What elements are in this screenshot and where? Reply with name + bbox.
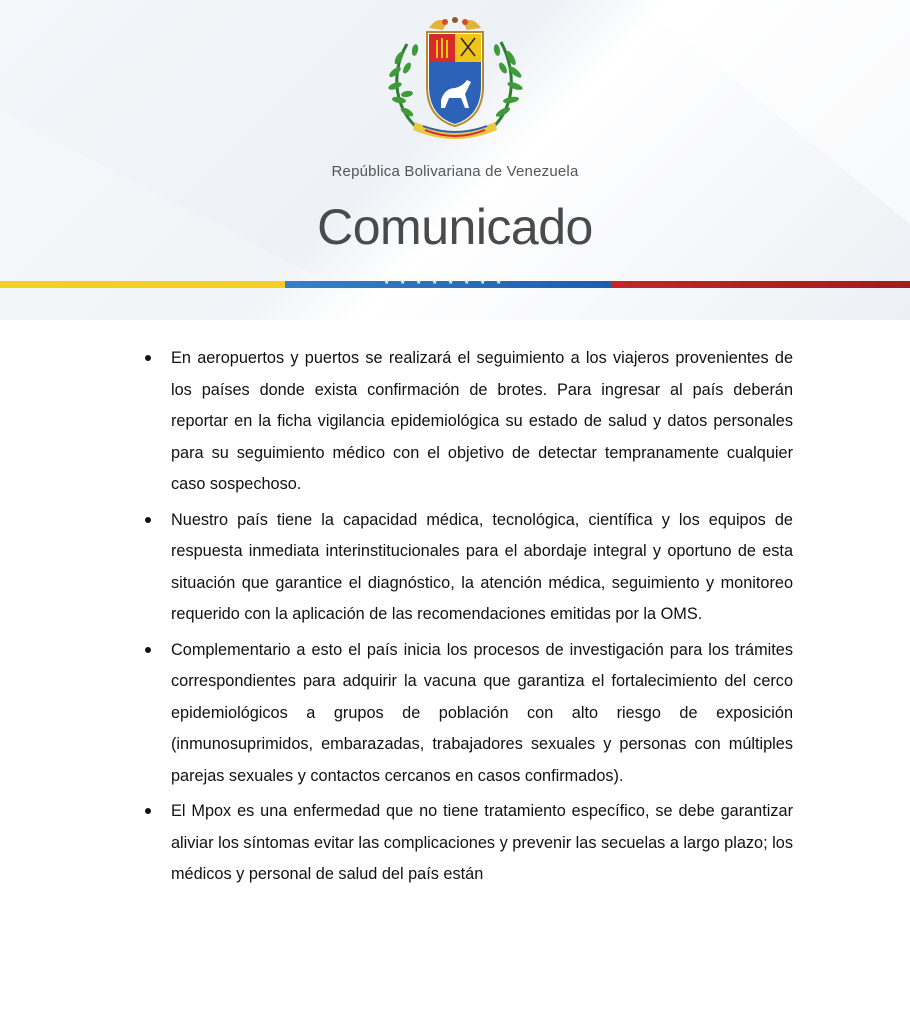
star-icon: ★ (400, 280, 406, 286)
header-facet (520, 0, 910, 320)
list-item-text: En aeropuertos y puertos se realizará el seguimiento a los viajeros provenientes de los países donde exista confirmación de brotes. Para ingresar al país deberán reportar en la ficha vigilancia epidemiológica su estado de salud y datos personales para su seguimiento médico con el objetivo de detectar tempranamente cualquier caso sospechoso. (171, 349, 793, 493)
bullet-icon (145, 517, 151, 523)
star-icon: ★ (464, 280, 470, 286)
star-icon: ★ (480, 280, 486, 286)
star-icon: ★ (384, 280, 390, 286)
list-item (143, 635, 793, 793)
list-item (143, 796, 793, 891)
bullet-icon (145, 808, 151, 814)
bullet-list (143, 343, 793, 891)
flag-stars (285, 281, 612, 288)
list-item (143, 505, 793, 631)
bullet-icon (145, 355, 151, 361)
flag-band-red (612, 281, 910, 288)
document-header (0, 0, 910, 320)
page-title: Comunicado (317, 199, 593, 255)
list-item-text: Complementario a esto el país inicia los procesos de investigación para los trámites correspondientes para adquirir la vacuna que garantiza el fortalecimiento del cerco epidemiológicos a grupos de población con alto riesgo de exposición (inmunosuprimidos, embarazadas, trabajadores sexuales y personas con múltiples parejas sexuales y contactos cercanos en casos confirmados). (171, 640, 793, 785)
flag-band-blue (285, 281, 612, 288)
flag-band-yellow (0, 281, 285, 288)
bullet-icon (145, 647, 151, 653)
list-item-text: Nuestro país tiene la capacidad médica, tecnológica, científica y los equipos de respuesta inmediata interinstitucionales para el abordaje integral y oportuno de esta situación que garantice el diagnóstico, la atención médica, seguimiento y monitoreo requerido con la aplicación de las recomendaciones emitidas por la OMS. (171, 510, 793, 623)
star-icon: ★ (448, 280, 454, 286)
list-item-text: El Mpox es una enfermedad que no tiene tratamiento específico, se debe garantizar aliviar los síntomas evitar las complicaciones y prevenir las secuelas a largo plazo; los médicos y personal de salud del país están (171, 802, 793, 883)
list-item (143, 343, 793, 501)
republic-label: República Bolivariana de Venezuela (331, 163, 579, 180)
document-body (143, 343, 793, 895)
star-icon: ★ (432, 280, 438, 286)
venezuela-coat-of-arms-icon (385, 14, 525, 146)
star-icon: ★ (496, 280, 502, 286)
star-icon: ★ (416, 280, 422, 286)
flag-band (0, 281, 910, 288)
